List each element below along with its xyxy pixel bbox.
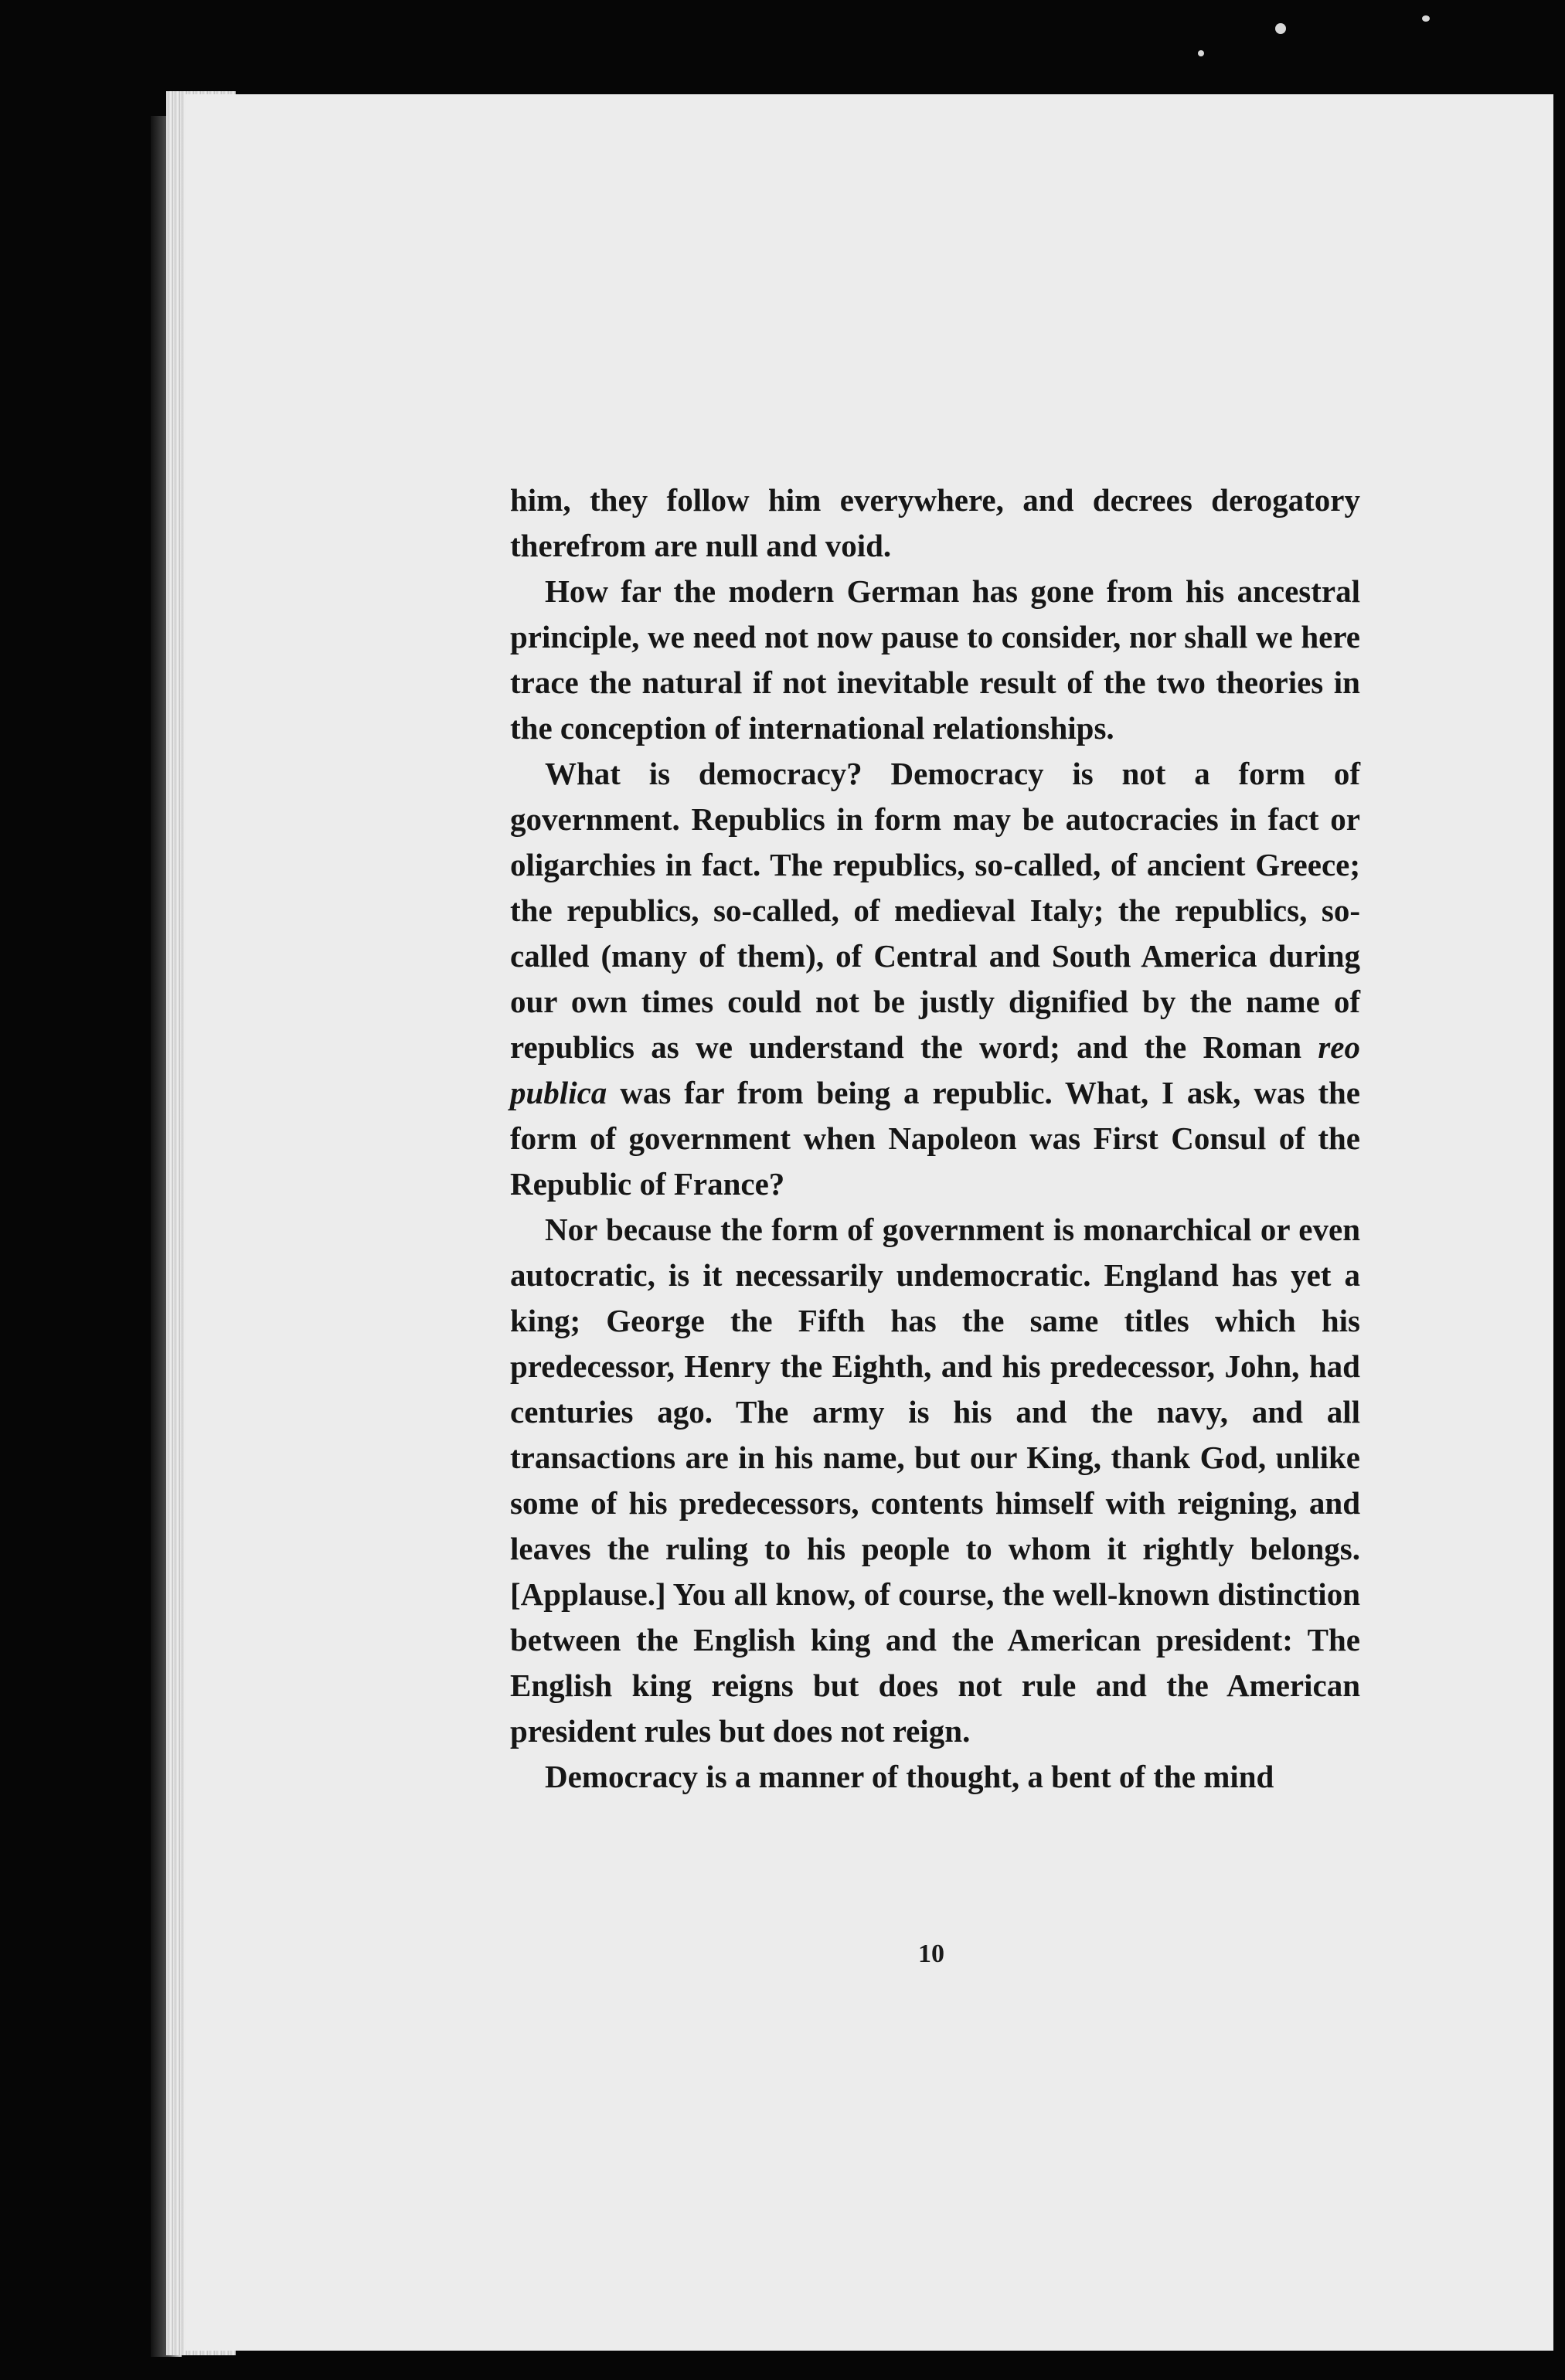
- dust-speck: [1198, 50, 1204, 56]
- paragraph-4: Nor because the form of government is monarchical or even autocratic, is it necessarily undemocratic. England has yet a king; George the Fifth has the same titles which his predecessor, Henry the Eighth, and his predecessor, John, had centuries ago. The army is his and the navy, and all transactions are in his name, but our King, thank God, unlike some of his predecessors, contents himself with reigning, and leaves the ruling to his people to whom it rightly belongs. [Applause.] You all know, of course, the well-known distinction between the English king and the American president: The English king reigns but does not rule and the American president rules but does not reign.: [510, 1212, 1360, 1749]
- paragraph-3-text-before: What is democracy? Democracy is not a form of government. Republics in form may be autocracies in fact or oligarchies in fact. The republics, so-called, of ancient Greece; the republics, so-called, of medieval Italy; the republics, so-called (many of them), of Central and South America during our own times could not be justly dignified by the name of republics as we understand the word; and the Roman: [510, 756, 1360, 1065]
- paragraph-3: [510, 751, 1360, 1207]
- dust-speck: [1422, 15, 1430, 22]
- paragraph-2: How far the modern German has gone from his ancestral principle, we need not now pause to consider, nor shall we here trace the natural if not inevitable result of the two theories in the conception of international relationships.: [510, 573, 1360, 746]
- paragraph-5: Democracy is a manner of thought, a bent of the mind: [545, 1759, 1274, 1794]
- dust-speck: [1275, 23, 1286, 34]
- paragraph-1: him, they follow him everywhere, and decrees derogatory therefrom are null and void.: [510, 482, 1360, 563]
- paragraph-3-italic: reo publica: [510, 1029, 1360, 1110]
- page-number: 10: [918, 1940, 944, 1968]
- paragraph-3-text-after: was far from being a republic. What, I ask, was the form of government when Napoleon was First Consul of the Republic of France?: [510, 1075, 1360, 1202]
- body-text: [510, 478, 1360, 1800]
